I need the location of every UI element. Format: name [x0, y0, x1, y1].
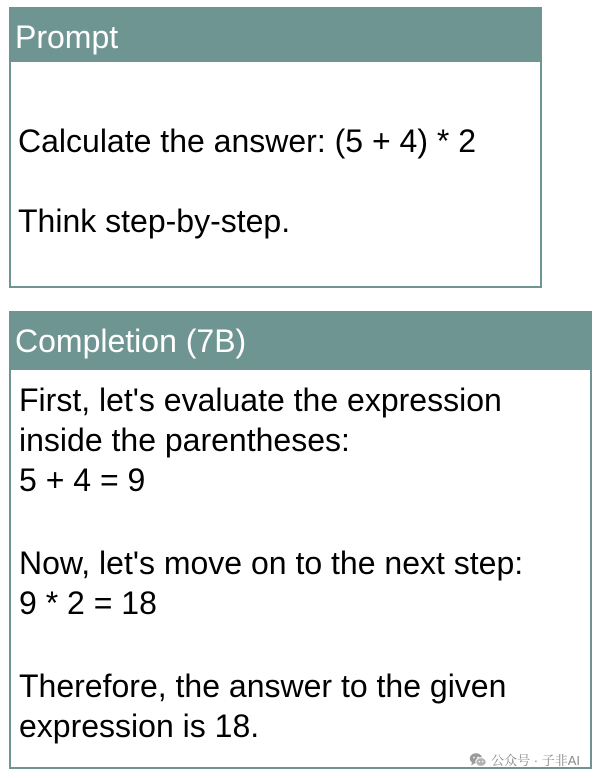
completion-paragraph: First, let's evaluate the expression inside the parentheses: 5 + 4 = 9	[19, 382, 502, 498]
watermark	[469, 750, 580, 769]
completion-panel	[9, 311, 592, 769]
completion-paragraph: Therefore, the answer to the given expression is 18.	[19, 668, 507, 744]
watermark-text: 公众号 · 子非AI	[491, 753, 580, 768]
prompt-header: Prompt	[11, 9, 540, 62]
prompt-body	[11, 62, 540, 241]
completion-paragraph: Now, let's move on to the next step: 9 * 2 = 18	[19, 545, 524, 621]
prompt-panel	[9, 7, 542, 288]
prompt-paragraph: Think step-by-step.	[18, 203, 291, 239]
completion-header: Completion (7B)	[11, 313, 590, 370]
completion-body	[11, 370, 590, 746]
prompt-paragraph: Calculate the answer: (5 + 4) * 2	[18, 123, 477, 159]
wechat-icon	[469, 752, 487, 768]
